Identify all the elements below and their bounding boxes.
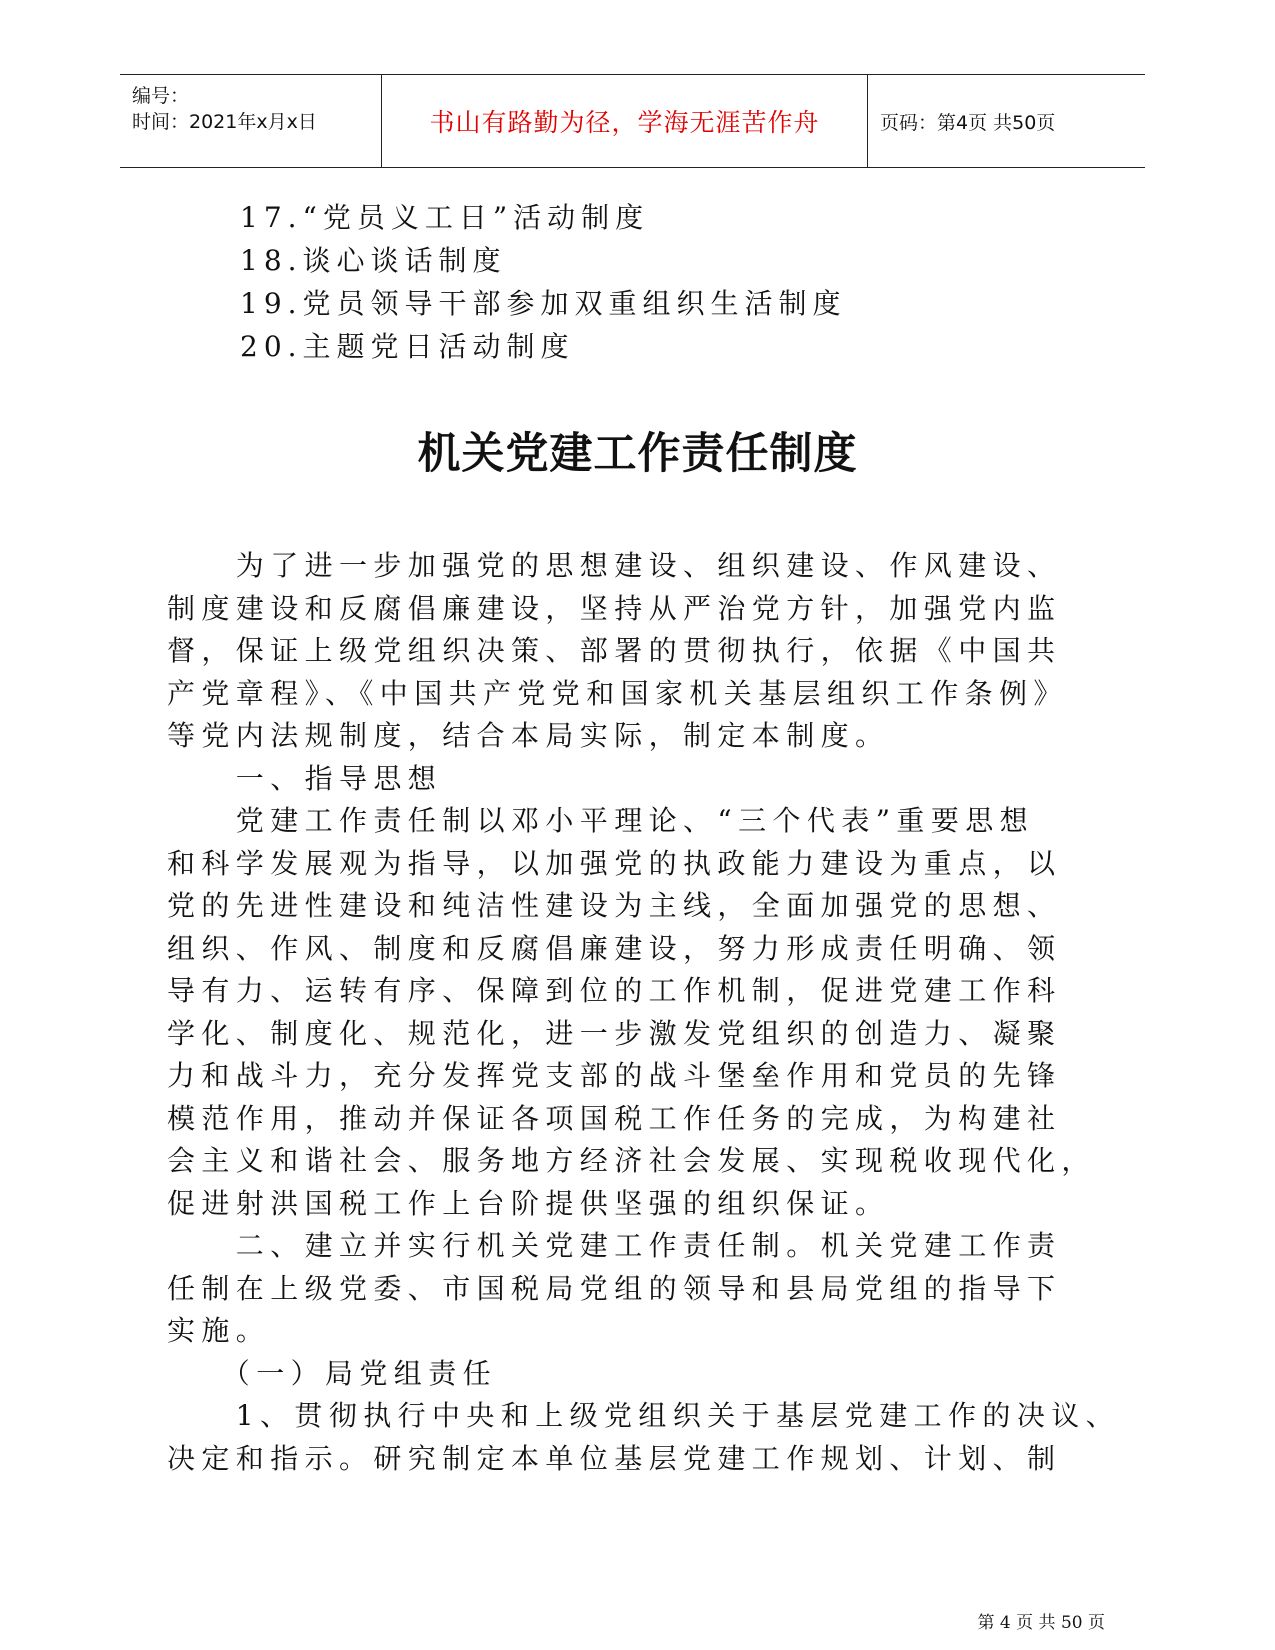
body-line: 和科学发展观为指导，以加强党的执政能力建设为重点，以 [167,846,1062,880]
header-meta-cell [120,75,382,167]
section-heading: 二、建立并实行机关党建工作责任制。机关党建工作责 [167,1229,1062,1262]
body-line: 为了进一步加强党的思想建设、组织建设、作风建设、 [167,549,1062,582]
body-line: 1、贯彻执行中央和上级党组织关于基层党建工作的决议、 [167,1399,1121,1432]
list-item: 20.主题党日活动制度 [240,330,575,363]
header-page-cell [868,75,1145,167]
body-line: 制度建设和反腐倡廉建设，坚持从严治党方针，加强党内监 [167,591,1062,625]
list-item: 19.党员领导干部参加双重组织生活制度 [240,287,847,320]
document-body [167,545,1127,1480]
body-line: 实施。 [167,1314,271,1347]
body-line: 会主义和谐社会、服务地方经济社会发展、实现税收现代化， [167,1144,1096,1177]
body-line: 促进射洪国税工作上台阶提供坚强的组织保证。 [167,1186,890,1220]
time-label: 时间：2021年x月x日 [132,111,317,133]
body-line: 力和战斗力，充分发挥党支部的战斗堡垒作用和党员的先锋 [167,1059,1062,1092]
body-line: 党的先进性建设和纯洁性建设为主线，全面加强党的思想、 [167,889,1062,922]
number-label: 编号： [132,85,190,107]
list-item: 17.“党员义工日”活动制度 [240,201,650,234]
body-line: 学化、制度化、规范化，进一步激发党组织的创造力、凝聚 [167,1016,1062,1050]
section-heading: 一、指导思想 [167,761,443,795]
document-title: 机关党建工作责任制度 [417,429,858,479]
subsection-heading: （一）局党组责任 [167,1356,498,1390]
list-item: 18.谈心谈话制度 [240,244,507,277]
document-header [120,74,1145,168]
motto-text: 书山有路勤为径，学海无涯苦作舟 [429,108,820,137]
rules-list [240,196,847,368]
body-line: 导有力、运转有序、保障到位的工作机制，促进党建工作科 [167,974,1062,1007]
page-footer: 第 4 页 共 50 页 [977,1613,1105,1633]
header-motto-cell [382,75,868,167]
page-info: 页码：第4页 共50页 [880,111,1056,134]
body-line: 模范作用，推动并保证各项国税工作任务的完成，为构建社 [167,1101,1062,1135]
body-line: 督，保证上级党组织决策、部署的贯彻执行，依据《中国共 [167,634,1062,667]
body-line: 组织、作风、制度和反腐倡廉建设，努力形成责任明确、领 [167,931,1062,965]
body-line: 等党内法规制度，结合本局实际，制定本制度。 [167,719,890,752]
body-line: 党建工作责任制以邓小平理论、“三个代表”重要思想 [167,804,1035,837]
body-line: 决定和指示。研究制定本单位基层党建工作规划、计划、制 [167,1441,1062,1475]
body-line: 任制在上级党委、市国税局党组的领导和县局党组的指导下 [167,1271,1062,1305]
body-line: 产党章程》、《中国共产党党和国家机关基层组织工作条例》 [167,676,1068,710]
